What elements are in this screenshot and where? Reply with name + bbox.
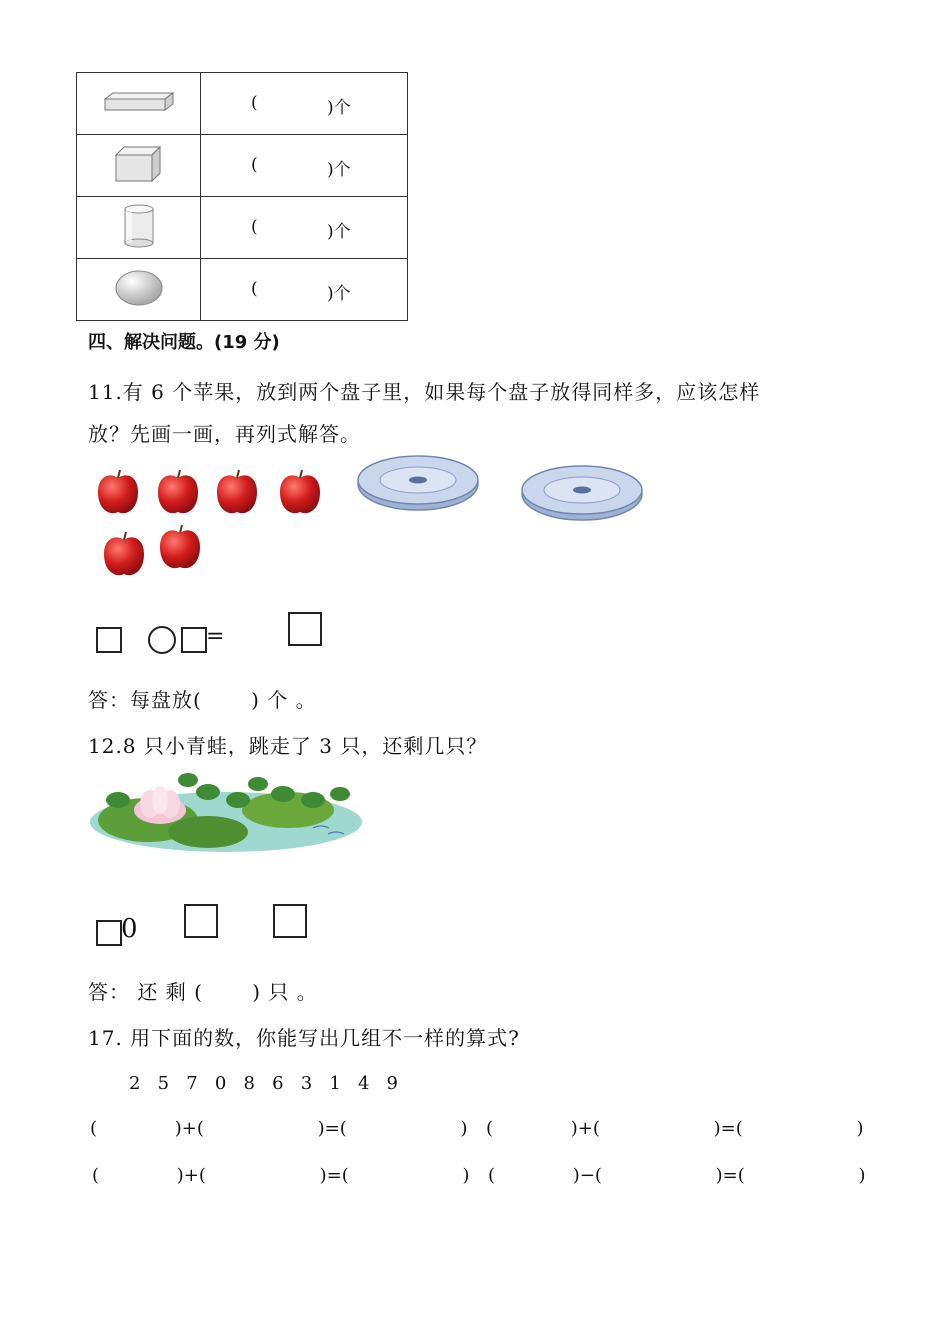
apples-and-plates-illustration <box>88 448 658 583</box>
apple-icon <box>158 470 198 513</box>
expression-row-1-right[interactable]: ( )+( )=( ) <box>486 1118 864 1139</box>
table-row <box>77 73 408 135</box>
expression-row-2-left[interactable]: ( )+( )=( ) <box>92 1165 470 1186</box>
close-paren-unit: )个 <box>327 284 351 304</box>
open-paren: ( <box>251 155 258 175</box>
shape-cell <box>77 73 201 135</box>
expression-row-2-right[interactable]: ( )−( )=( ) <box>488 1165 866 1186</box>
shape-count-table <box>76 72 408 321</box>
answer-box[interactable] <box>96 920 122 946</box>
count-blank[interactable] <box>201 73 408 135</box>
number-list: 2 5 7 0 8 6 3 1 4 9 <box>129 1073 399 1094</box>
question-11-line2: 放？先画一画，再列式解答。 <box>88 422 361 446</box>
question-11-line1: 11.有 6 个苹果，放到两个盘子里，如果每个盘子放得同样多，应该怎样 <box>88 380 761 404</box>
apple-icon <box>280 470 320 513</box>
answer-box[interactable] <box>96 627 122 653</box>
answer-box[interactable] <box>273 904 307 938</box>
shape-cell <box>77 259 201 321</box>
apple-icon <box>217 470 257 513</box>
operator-circle[interactable] <box>148 626 176 654</box>
answer-box[interactable] <box>181 627 207 653</box>
cuboid-icon <box>103 91 175 113</box>
digit-zero: 0 <box>121 914 138 944</box>
cube-icon <box>114 145 164 183</box>
equals-sign: = <box>206 624 226 649</box>
answer-box[interactable] <box>288 612 322 646</box>
question-11-answer: 答：每盘放( ) 个 。 <box>88 688 317 712</box>
apple-icon <box>104 532 144 575</box>
apple-icon <box>98 470 138 513</box>
close-paren-unit: )个 <box>327 222 351 242</box>
count-blank[interactable] <box>201 259 408 321</box>
table-row <box>77 135 408 197</box>
plate-icon <box>358 456 478 510</box>
close-paren-unit: )个 <box>327 98 351 118</box>
close-paren-unit: )个 <box>327 160 351 180</box>
plate-icon <box>522 466 642 520</box>
frogs-pond-illustration <box>88 770 363 856</box>
question-12-answer: 答： 还 剩 ( ) 只 。 <box>88 980 318 1004</box>
count-blank[interactable] <box>201 135 408 197</box>
cylinder-icon <box>123 204 155 248</box>
table-row <box>77 197 408 259</box>
open-paren: ( <box>251 217 258 237</box>
apple-icon <box>160 525 200 568</box>
open-paren: ( <box>251 93 258 113</box>
shape-cell <box>77 135 201 197</box>
shape-cell <box>77 197 201 259</box>
question-17-text: 17. 用下面的数，你能写出几组不一样的算式? <box>88 1026 520 1050</box>
count-blank[interactable] <box>201 197 408 259</box>
question-12-text: 12.8 只小青蛙，跳走了 3 只，还剩几只？ <box>88 734 488 758</box>
section-title: 四、解决问题。(19 分) <box>88 332 280 353</box>
open-paren: ( <box>251 279 258 299</box>
lotus-flower-icon <box>134 786 186 824</box>
table-row <box>77 259 408 321</box>
expression-row-1-left[interactable]: ( )+( )=( ) <box>90 1118 468 1139</box>
sphere-icon <box>114 269 164 307</box>
answer-box[interactable] <box>184 904 218 938</box>
